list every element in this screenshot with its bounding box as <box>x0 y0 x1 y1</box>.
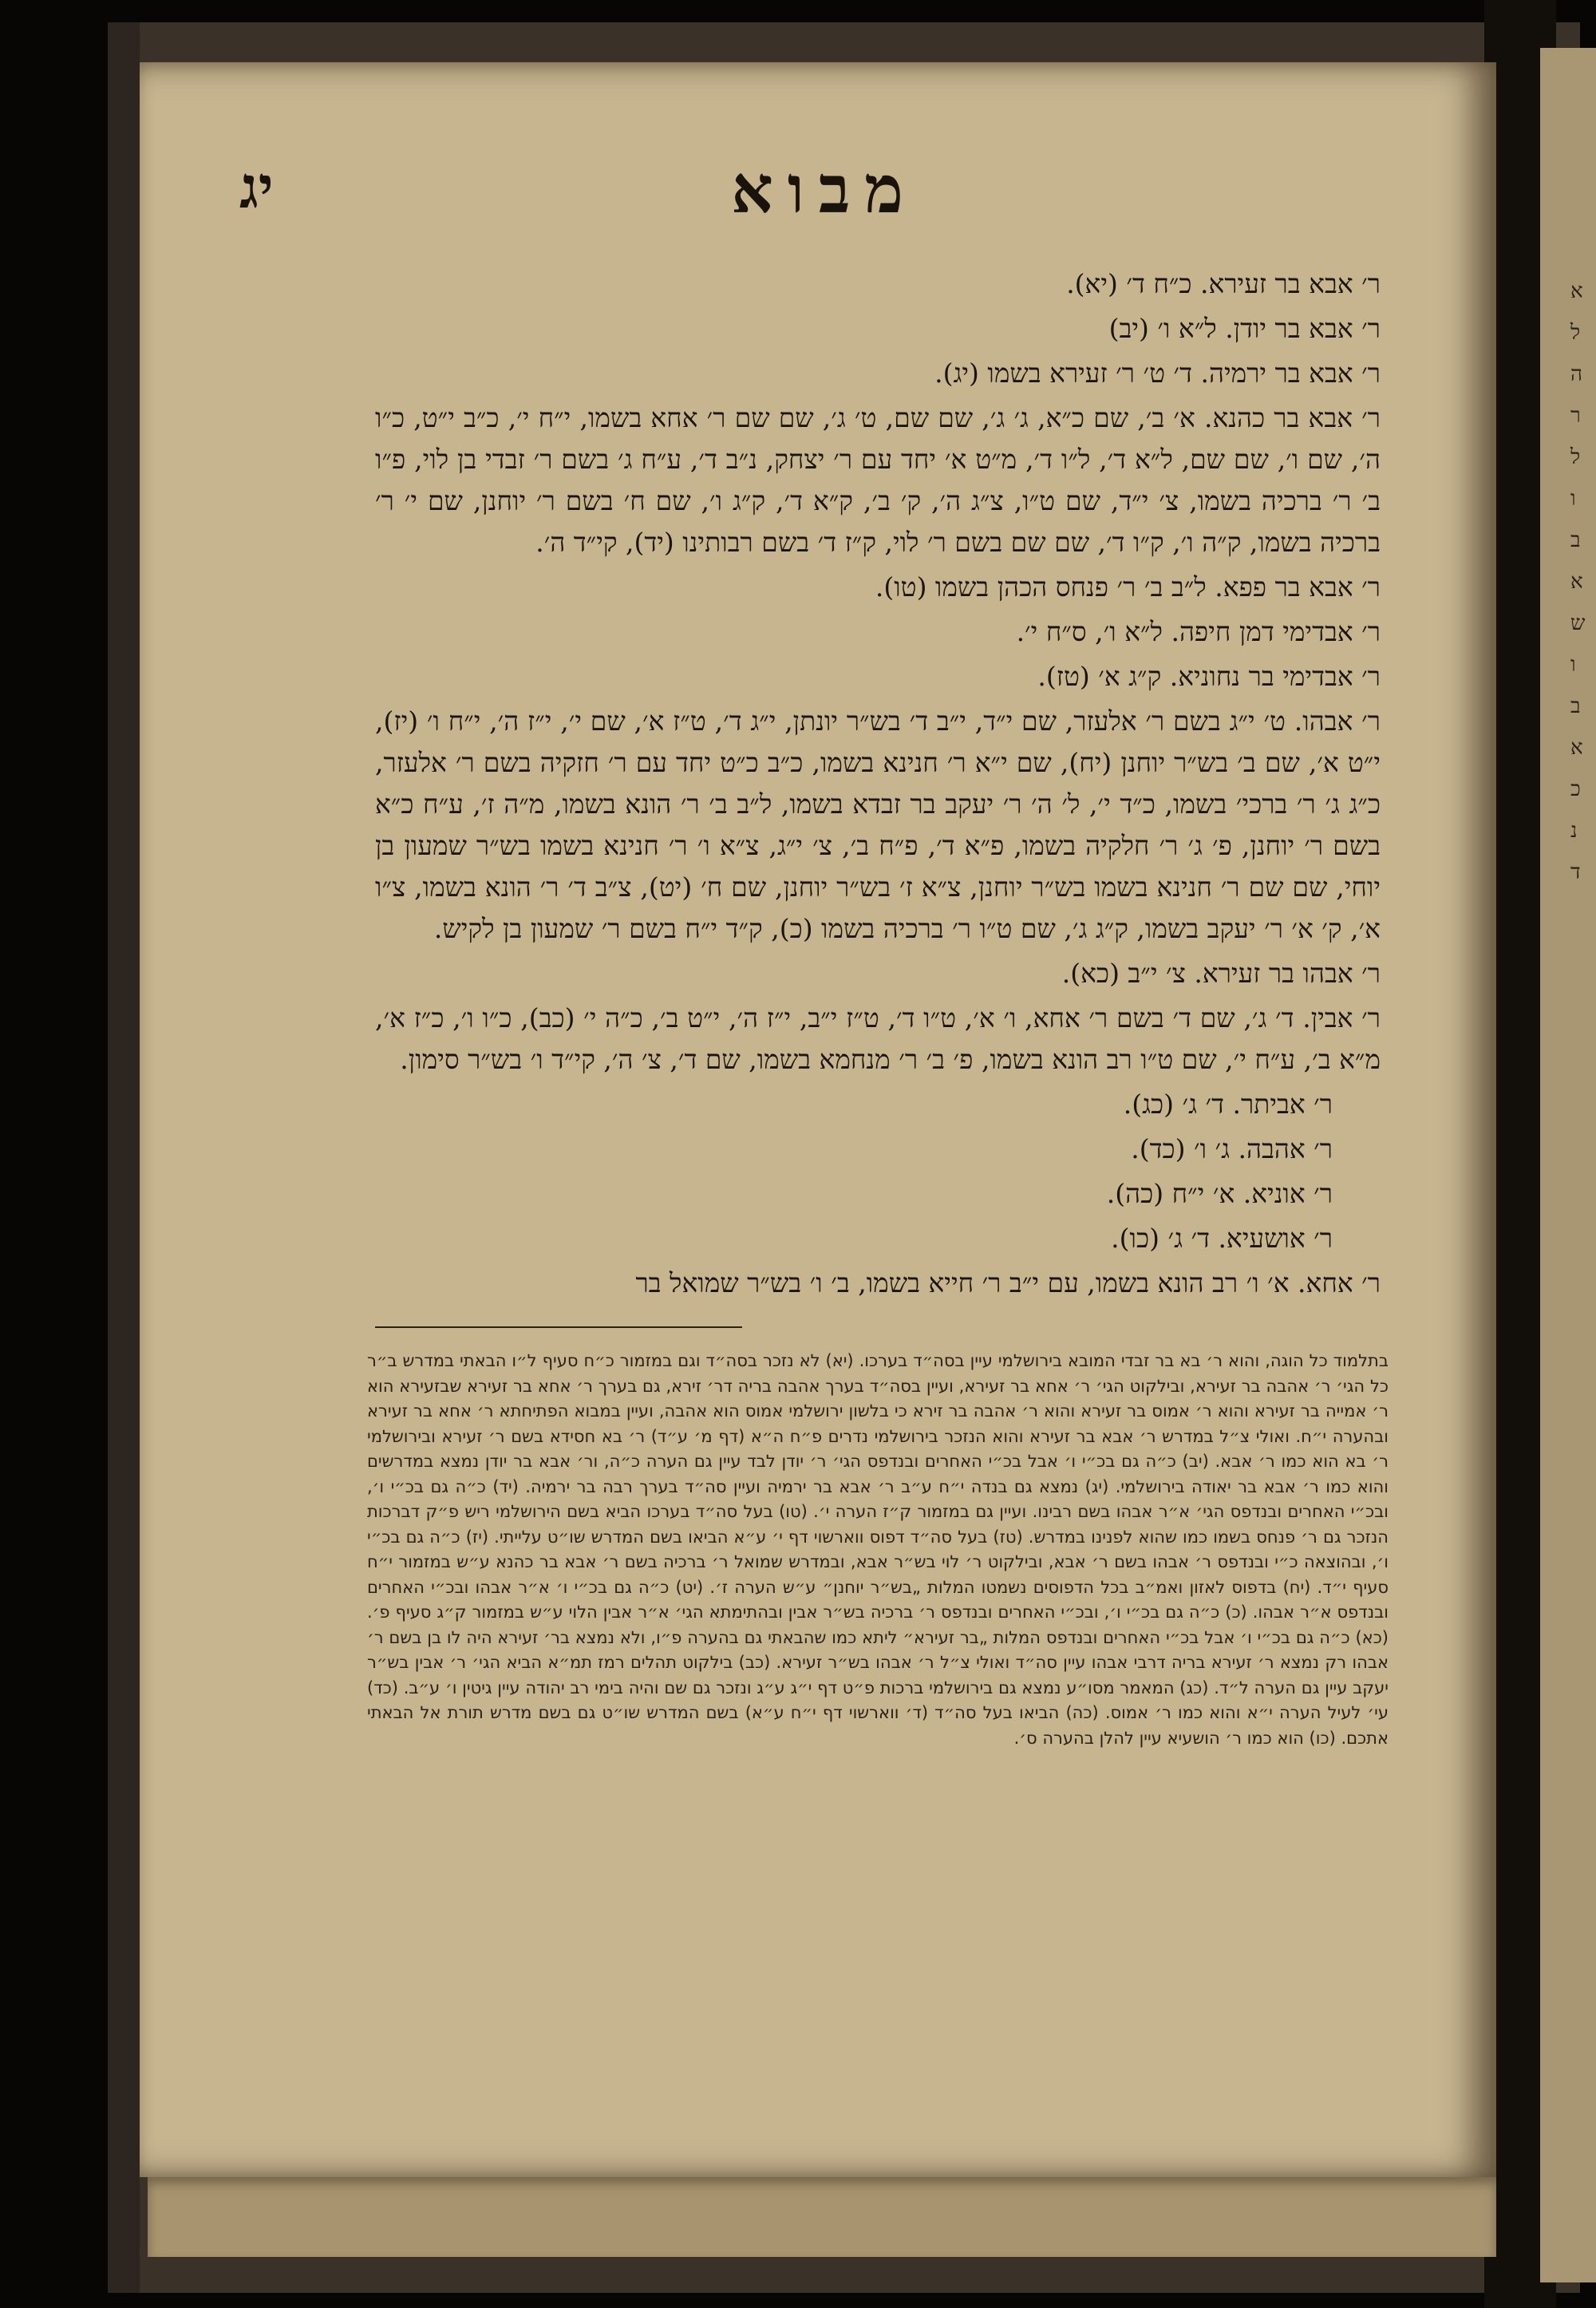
facing-page-char: א <box>1570 570 1583 594</box>
facing-page-char: ר <box>1570 404 1581 428</box>
page-title: מבוא <box>731 152 918 228</box>
entry-ahava: ר׳ אהבה. ג׳ ו׳ (כד). <box>1131 1133 1333 1164</box>
footnotes: בתלמוד כל הוגה, והוא ר׳ בא בר זבדי המובא בירושלמי עיין בסה״ד בערכו. (יא) לא נזכר בסה״ד וגם במזמור כ״ח סעיף ל״ו הבאתי במדרש ב״ר כל הגי׳ ר׳ אהבה בר זעירא, ובילקוט הגי׳ ר׳ אחא בר זעירא, ועיין בסה״ד בערך אהבה בריה דר׳ זירא, גם בערך ר׳ אחא בר זעירא שבזעירא הוא ר׳ אמייה בר זעירא והוא ר׳ אמוס בר זעירא והוא ר׳ אהבה בר זירא כי בלשון ירושלמי אמוס הוא אהבה, ועיין במבוא הפתיחתא ר׳ אחא בר זעירא ובהערה י״ח. ואולי צ״ל במדרש ר׳ אבא בר זעירא והוא הנזכר בירושלמי נדרים פ״ח ה״א (דף מ׳ ע״ד) ר׳ בא חסידא בשם ר׳ זעירא ובירושלמי ר׳ בא הוא כמו ר׳ אבא. (יב) כ״ה גם בכ״י ו׳ אבל בכ״י האחרים ובנדפס הגי׳ ר׳ יודן לבד עיין גם הערה כ״ה, ור׳ אבא בר יודן נמצא במדרשים והוא כמו ר׳ אבא בר יאודה בירושלמי. (יג) נמצא גם בנדה י״ח ע״ב ר׳ אבא בר ירמיה ועיין סה״ד בערך רבה בר ירמיה. (יד) כ״ה גם בכ״י ו׳, ובכ״י האחרים ובנדפס הגי׳ א״ר אבהו בשם רבינו. ועיין גם במזמור ק״ז הערה י׳. (טו) בעל סה״ד בערכו הביא בשם הירושלמי ריש פ״ק דברכות הנזכר גם ר׳ פנחס בשמו כמו שהוא לפנינו במדרש. (טז) בעל סה״ד דפוס ווארשוי דף י׳ ע״א הביאו בשם המדרש שו״ט עלייתי. (יז) כ״ה גם בכ״י ו׳, ובהוצאה כ״י ובנדפס ר׳ אבהו בשם ר׳ אבא, ובילקוט ר׳ לוי בש״ר אבא, ובמדרש שמואל ר׳ ברכיה בשם ר׳ אבא בר כהנא ע״ש במזמור י״ח סעיף י״ד. (יח) בדפוס לאזון ואמ״ב בכל הדפוסים נשמטו המלות „בש״ר יוחנן״ ע״ש הערה ז׳. (יט) כ״ה גם בכ״י ו׳ א״ר אבהו ובכ״י האחרים ובנדפס א״ר אבהו. (כ) כ״ה גם בכ״י ו׳, ובכ״י האחרים ובנדפס ר׳ ברכיה בש״ר אבין ובהתימתא הגי׳ א״ר אבין הלוי ע״ש במזמור ק״ג סעיף פ׳. (כא) כ״ה גם בכ״י ו׳ אבל בכ״י האחרים ובנדפס המלות „בר זעירא״ ליתא כמו שהבאתי גם בהערה פ״ו, ולא נמצא בר׳ זעירא היה לו בן בשם ר׳ אבהו רק נמצא ר׳ זעירא בריה דרבי אבהו עיין סה״ד ואולי צ״ל ר׳ אבהו בש״ר זעירא. (כב) בילקוט תהלים רמז תמ״א הביא הגי׳ ר׳ אבין בש״ר יעקב עיין גם הערה ל״ד. (כג) המאמר מסו״ע נמצא גם בירושלמי ברכות פ״ט דף י״ג ע״ג ונזכר גם שם והיה בימי רב יהודה עיין גיטין ו׳ ע״ב. (כד) עי׳ לעיל הערה י״א והוא כמו ר׳ אמוס. (כה) הביאו בעל סה״ד (ד׳ ווארשוי דף י״ח ע״א) בשם המדרש שו״ט גם בשם מדרש תורת אל הבאתי אתכם. (כו) הוא כמו ר׳ הושעיא עיין להלן בהערה ס׳. <box>367 1351 1389 1748</box>
entry-abba-bar-papa: ר׳ אבא בר פפא. ל״ב ב׳ ר׳ פנחס הכהן בשמו (טו). <box>875 571 1381 603</box>
entry-avin: ר׳ אבין. ד׳ ג׳, שם ד׳ בשם ר׳ אחא, ו׳ א׳, ט״ו ד׳, ט״ז י״ב, י״ז ה׳, י״ט ב׳, כ״ה י׳ (כב), כ״ו ו׳, כ״ז א׳, מ״א ב׳, ע״ח י׳, שם ט״ו רב הונא בשמו, פ׳ ב׳ ר׳ מנחמא בשמו, שם ד׳, צ׳ ה׳, קי״ד ו׳ בש״ר סימון. <box>375 1002 1381 1075</box>
entry-avdimi-bar-nechunya: ר׳ אבדימי בר נחוניא. ק״ג א׳ (טז). <box>1037 661 1381 692</box>
entry-abahu: ר׳ אבהו. ט׳ י״ג בשם ר׳ אלעזר, שם י״ד, י״ב ד׳ בש״ר יונתן, י״ג ד׳, ט״ז א׳, שם י׳, י״ז ה׳, י״ח ו׳ (יז), י״ט א׳, שם ב׳ בש״ר יוחנן (יח), שם י״א ר׳ חנינא בשמו, כ״ב כ״ט יחד עם ר׳ חזקיה בשם ר׳ אלעזר, כ״ג ג׳ ר׳ ברכי׳ בשמו, כ״ד י׳, ל׳ ה׳ ר׳ יעקב בר זבדא בשמו, ל״ב ב׳ ר׳ הונא בשמו, מ״ה ז׳, ע״ח כ״א בשם ר׳ יוחנן, פ׳ ג׳ ר׳ חלקיה בשמו, פ״א ד׳, פ״ח ב׳, צ׳ י״ג, צ״א ו׳ ר׳ חנינא בשמו בש״ר שמעון בן יוחי, שם שם ר׳ חנינא בשמו בש״ר יוחנן, צ״א ז׳ בש״ר יוחנן, שם ח׳ (יט), צ״ב ד׳ ר׳ הונא בשמו, צ״ו א׳, ק׳ א׳ ר׳ יעקב בשמו, ק״ג ג׳, שם ט״ו ר׳ ברכיה בשמו (כ), ק״ד י״ח בשם ר׳ שמעון בן לקיש. <box>375 705 1381 944</box>
facing-page-char: ו <box>1570 487 1576 511</box>
entry-abahu-bar-zeira: ר׳ אבהו בר זעירא. צ׳ י״ב (כא). <box>1061 958 1381 989</box>
entry-abba-bar-zeira: ר׳ אבא בר זעירא. כ״ח ד׳ (יא). <box>1066 268 1381 299</box>
cover-edge <box>108 22 140 2293</box>
entry-abba-bar-yirmeya: ר׳ אבא בר ירמיה. ד׳ ט׳ ר׳ זעירא בשמו (יג). <box>934 358 1381 389</box>
facing-page-char: ש <box>1570 611 1586 635</box>
entry-acha: ר׳ אחא. א׳ ו׳ רב הונא בשמו, עם י״ב ר׳ חייא בשמו, ב׳ ו׳ בש״ר שמואל בר <box>635 1267 1381 1298</box>
facing-page-char: ו <box>1570 653 1576 677</box>
facing-page-char: נ <box>1570 819 1578 843</box>
page-number: יג <box>239 153 274 221</box>
facing-page-char: ה <box>1570 362 1582 386</box>
facing-page-char: ב <box>1570 694 1581 718</box>
entry-unya: ר׳ אוניא. א׳ י״ח (כה). <box>1106 1178 1333 1209</box>
facing-page-char: ד <box>1570 860 1581 884</box>
page-header <box>239 144 1317 247</box>
page-stack-bottom <box>148 2177 1496 2257</box>
facing-page-char: א <box>1570 736 1583 760</box>
facing-page-char: ל <box>1570 445 1581 469</box>
facing-page-char: ב <box>1570 528 1581 552</box>
entry-evyatar: ר׳ אביתר. ד׳ ג׳ (כג). <box>1123 1089 1333 1120</box>
main-text <box>375 263 1381 1307</box>
facing-page-edge <box>1540 48 1596 2282</box>
facing-page-char: כ <box>1570 777 1581 801</box>
footnote-divider <box>375 1326 742 1328</box>
entry-oshaya: ר׳ אושעיא. ד׳ ג׳ (כו). <box>1111 1223 1333 1254</box>
entry-abba-bar-kahana: ר׳ אבא בר כהנא. א׳ ב׳, שם כ״א, ג׳ ג׳, שם שם, ט׳ ג׳, שם שם ר׳ אחא בשמו, י״ח י׳, כ״ב י״ט, כ״ו ה׳, שם ו׳, שם שם, ל״א ד׳, ל״ו ד׳, מ״ט א׳ יחד עם ר׳ יצחק, נ״ב ד׳, ע״ח ג׳ בשם ר׳ זבדי בן לוי, פ״ו ב׳ ר׳ ברכיה בשמו, צ׳ י״ד, שם ט״ו, צ״ג ה׳, ק׳ ב׳, ק״א ד׳, ק״ג ו׳, שם ח׳ בשם ר׳ יוחנן, שם י׳ ר׳ ברכיה בשמו, ק״ה ו׳, ק״ו ד׳, שם שם בשם ר׳ לוי, ק״ז ד׳ בשם רבותינו (יד), קי״ד ה׳. <box>375 402 1381 558</box>
facing-page-char: א <box>1570 279 1583 303</box>
entry-avdimi-haifa: ר׳ אבדימי דמן חיפה. ל״א ו׳, ס״ח י׳. <box>1016 616 1381 647</box>
entry-abba-bar-yudan: ר׳ אבא בר יודן. ל״א ו׳ (יב) <box>1108 313 1381 344</box>
facing-page-char: ל <box>1570 321 1581 345</box>
